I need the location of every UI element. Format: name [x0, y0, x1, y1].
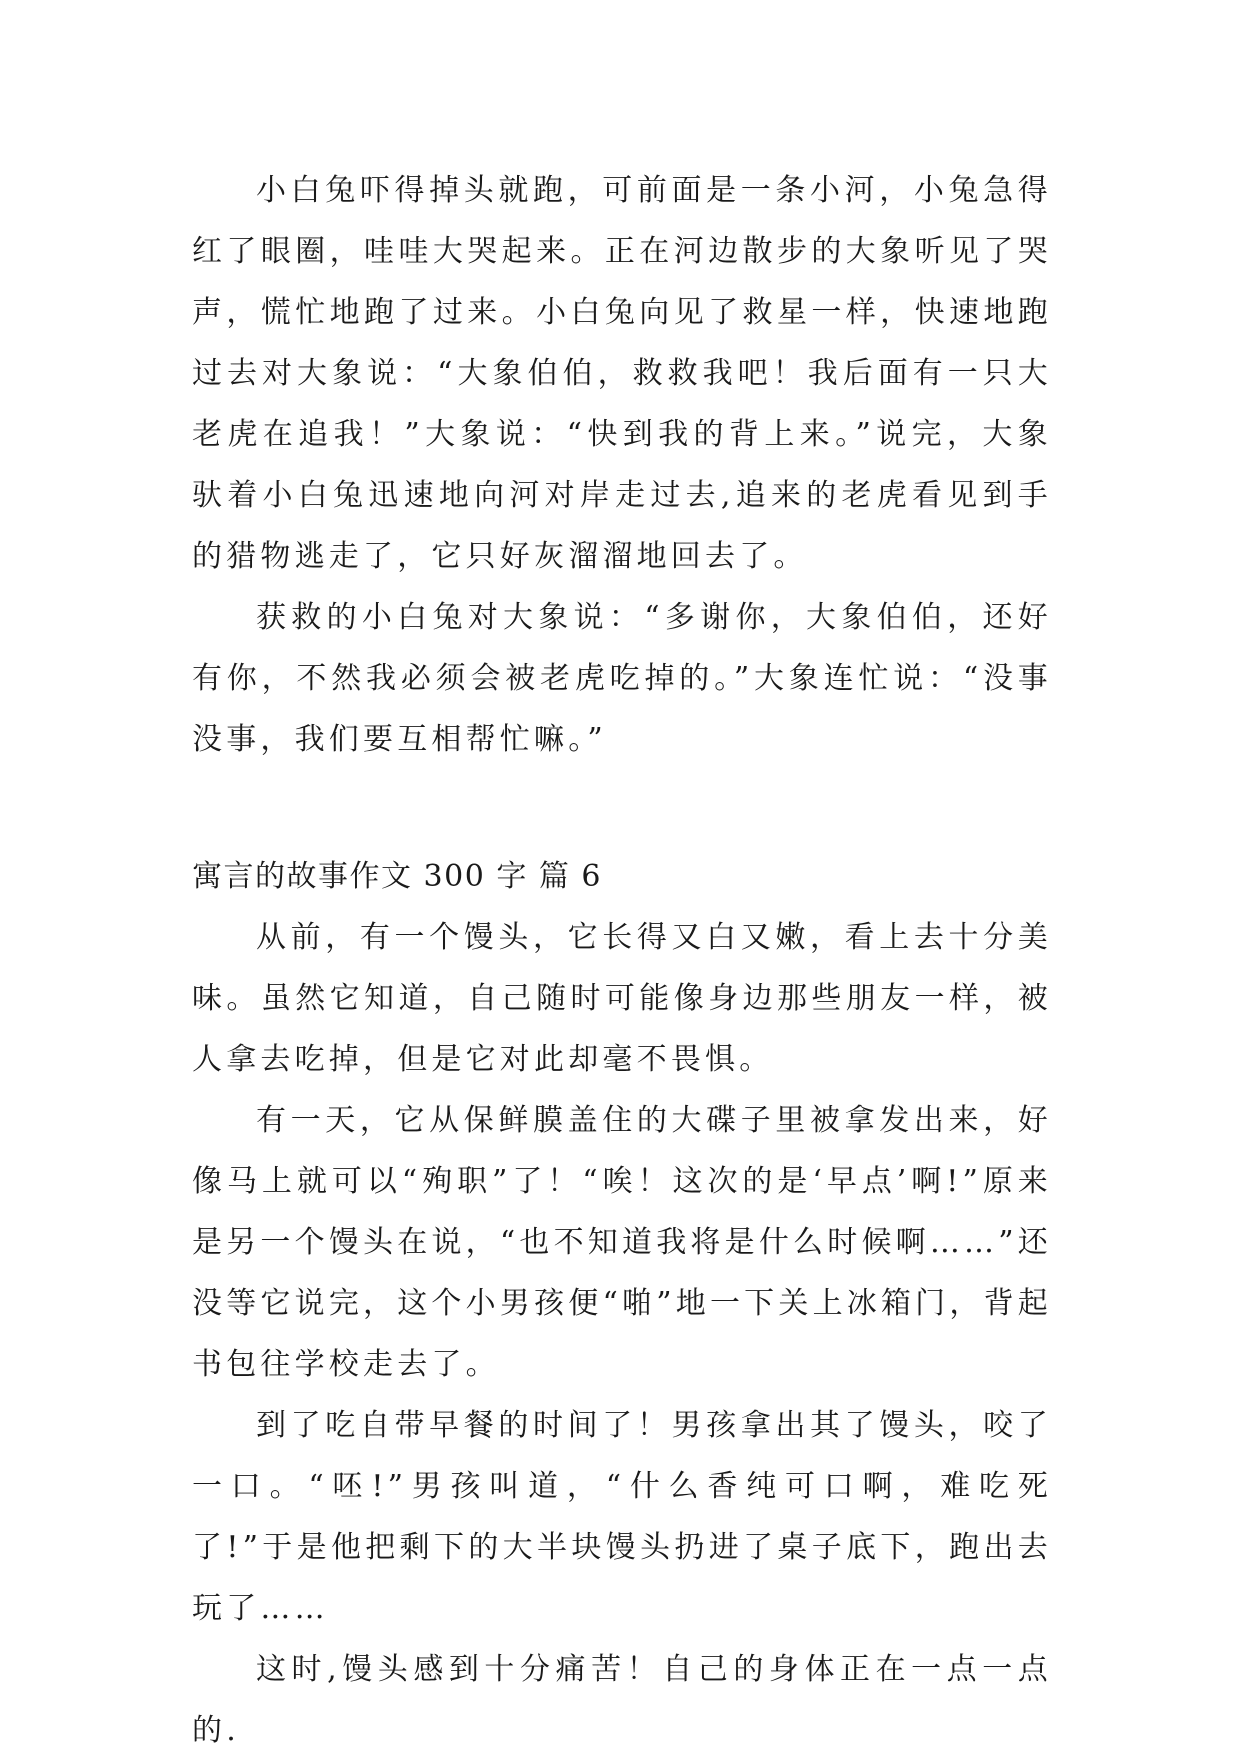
paragraph-bun-fridge: 有一天，它从保鲜膜盖住的大碟子里被拿发出来，好像马上就可以“殉职”了！“唉！这次的是‘早点’啊!”原来是另一个馒头在说，“也不知道我将是什么时候啊……”还没等它说完，这个小男孩便“啪”地一下关上冰箱门，背起书包往学校走去了。: [192, 1103, 1052, 1382]
paragraph-rabbit-thanks: 获救的小白兔对大象说：“多谢你，大象伯伯，还好有你，不然我必须会被老虎吃掉的。”大象连忙说：“没事没事，我们要互相帮忙嘛。”: [192, 600, 1052, 757]
section-heading: 寓言的故事作文 300 字 篇 6: [192, 859, 602, 894]
paragraph-rabbit-escape: 小白兔吓得掉头就跑，可前面是一条小河，小兔急得红了眼圈，哇哇大哭起来。正在河边散步的大象听见了哭声，慌忙地跑了过来。小白兔向见了救星一样，快速地跑过去对大象说：“大象伯伯，救救我吧！我后面有一只大老虎在追我！”大象说：“快到我的背上来。”说完，大象驮着小白兔迅速地向河对岸走过去,追来的老虎看见到手的猎物逃走了，它只好灰溜溜地回去了。: [192, 173, 1052, 574]
paragraph-bun-breakfast: 到了吃自带早餐的时间了！男孩拿出其了馒头，咬了一口。“呸!”男孩叫道，“什么香纯可口啊，难吃死了!”于是他把剩下的大半块馒头扔进了桌子底下，跑出去玩了……: [192, 1408, 1052, 1626]
document-body: [192, 160, 1052, 1761]
paragraph-bun-pain: 这时,馒头感到十分痛苦！自己的身体正在一点一点的.: [192, 1652, 1052, 1748]
paragraph-bun-intro: 从前，有一个馒头，它长得又白又嫩，看上去十分美味。虽然它知道，自己随时可能像身边那些朋友一样，被人拿去吃掉，但是它对此却毫不畏惧。: [192, 920, 1052, 1077]
